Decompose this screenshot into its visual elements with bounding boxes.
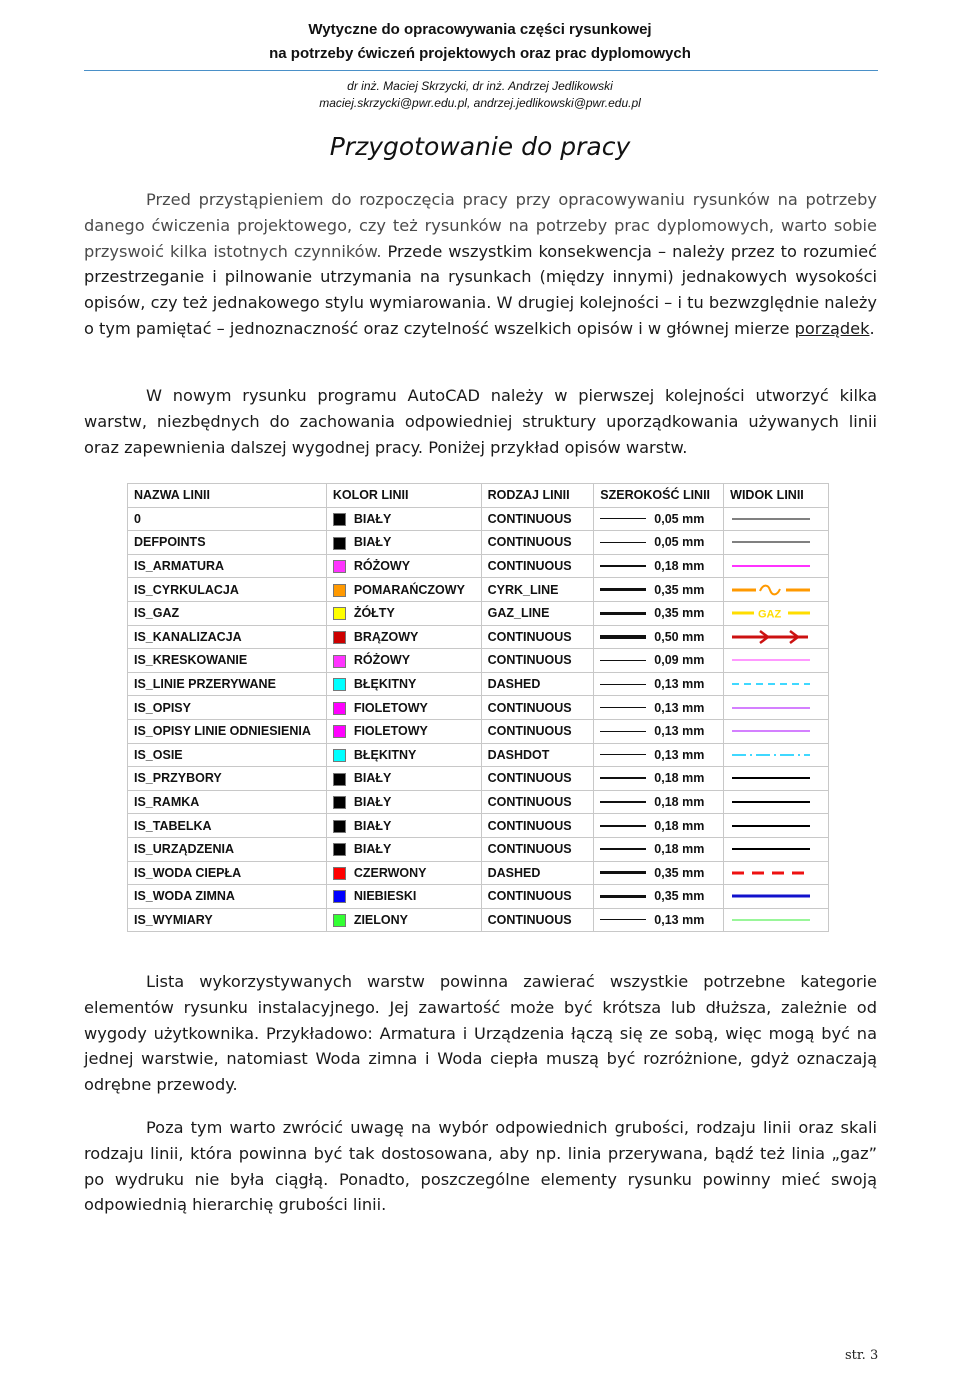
table-row: [128, 625, 829, 649]
width-value: 0,13 mm: [654, 747, 705, 762]
line-view: [724, 649, 829, 673]
line-type: CONTINUOUS: [481, 885, 594, 909]
color-label: BIAŁY: [353, 818, 392, 833]
table-row: [128, 531, 829, 555]
line-width: [594, 531, 724, 555]
table-header-row: [128, 484, 829, 508]
line-view: [724, 861, 829, 885]
line-width: [594, 885, 724, 909]
line-view: [724, 625, 829, 649]
color-swatch: [333, 796, 346, 809]
width-sample-line: [600, 660, 646, 661]
line-type: CYRK_LINE: [481, 578, 594, 602]
layer-color: [326, 672, 481, 696]
width-sample-line: [600, 919, 646, 920]
line-view: [724, 578, 829, 602]
line-view: [724, 908, 829, 932]
layer-name: IS_OPISY: [128, 696, 327, 720]
width-value: 0,05 mm: [654, 511, 705, 526]
line-view-sample: [730, 747, 812, 763]
line-width: [594, 696, 724, 720]
color-label: BIAŁY: [353, 771, 392, 786]
layer-color: [326, 790, 481, 814]
line-view: [724, 554, 829, 578]
line-width: [594, 861, 724, 885]
line-type: CONTINUOUS: [481, 531, 594, 555]
paragraph-1-underlined: porządek: [794, 318, 870, 338]
line-type: CONTINUOUS: [481, 790, 594, 814]
line-width: [594, 672, 724, 696]
layer-name: IS_ARMATURA: [128, 554, 327, 578]
line-view-sample: [730, 582, 812, 598]
page-header: [0, 18, 960, 112]
table-row: [128, 649, 829, 673]
width-sample-line: [600, 777, 646, 779]
line-view: [724, 814, 829, 838]
line-view: [724, 531, 829, 555]
layer-name: IS_CYRKULACJA: [128, 578, 327, 602]
layer-name: IS_WYMIARY: [128, 908, 327, 932]
layer-name: IS_GAZ: [128, 601, 327, 625]
line-view: [724, 696, 829, 720]
table-row: [128, 837, 829, 861]
color-swatch: [333, 678, 346, 691]
line-view-sample: [730, 818, 812, 834]
color-label: RÓŻOWY: [353, 653, 411, 668]
width-sample-line: [600, 825, 646, 827]
width-value: 0,05 mm: [654, 535, 705, 550]
line-view: [724, 885, 829, 909]
color-swatch: [333, 725, 346, 738]
line-width: [594, 625, 724, 649]
header-cell-type: RODZAJ LINII: [481, 484, 594, 508]
header-cell-color: KOLOR LINII: [326, 484, 481, 508]
width-sample-line: [600, 871, 646, 874]
width-value: 0,09 mm: [654, 653, 705, 668]
paragraph-1-intro: Przed przystąpieniem do rozpoczęcia pracy przy opracowywaniu rysunków na potrzeby danego ćwiczenia projektowego, czy też rysunków na potrzeby prac dyplomowych, warto sobie przyswoić kilka istotnych czynników.: [84, 190, 877, 261]
section-title: Przygotowanie do pracy: [329, 132, 631, 161]
line-width: [594, 743, 724, 767]
color-label: BRĄZOWY: [353, 629, 419, 644]
paragraph-3: Lista wykorzystywanych warstw powinna zawierać wszystkie potrzebne kategorie elementów rysunku instalacyjnego. Jej zawartość może być krótsza lub dłuższa, zależnie od wygody użytkownika. Przykładowo: Armatura i Urządzenia łączą się ze sobą, więc mogą być na jednej warstwie, natomiast Woda zimna i Woda ciepła muszą być rozróżnione, gdyż oznaczają odrębne przewody.: [84, 972, 877, 1095]
layer-color: [326, 837, 481, 861]
layer-color: [326, 625, 481, 649]
width-value: 0,35 mm: [654, 865, 705, 880]
line-view-sample: [730, 652, 812, 668]
table-row: [128, 861, 829, 885]
table-row: [128, 743, 829, 767]
line-type: CONTINUOUS: [481, 696, 594, 720]
width-sample-line: [600, 848, 646, 850]
line-view: [724, 601, 829, 625]
color-swatch: [333, 537, 346, 550]
line-type: DASHED: [481, 672, 594, 696]
paragraph-1: [84, 187, 877, 342]
color-swatch: [333, 749, 346, 762]
table-row: [128, 672, 829, 696]
layer-name: IS_URZĄDZENIA: [128, 837, 327, 861]
layer-name: IS_WODA CIEPŁA: [128, 861, 327, 885]
color-label: RÓŻOWY: [353, 558, 411, 573]
page-number: str. 3: [845, 1348, 879, 1363]
width-sample-line: [600, 518, 646, 519]
line-view-sample: [730, 534, 812, 550]
width-value: 0,18 mm: [654, 842, 705, 857]
layer-color: [326, 719, 481, 743]
layer-name: IS_LINIE PRZERYWANE: [128, 672, 327, 696]
line-type: CONTINUOUS: [481, 625, 594, 649]
color-swatch: [333, 773, 346, 786]
color-label: POMARAŃCZOWY: [353, 582, 465, 597]
header-emails: maciej.skrzycki@pwr.edu.pl, andrzej.jedlikowski@pwr.edu.pl: [319, 96, 641, 110]
line-view: [724, 719, 829, 743]
layer-color: [326, 554, 481, 578]
table-row: [128, 790, 829, 814]
layer-name: 0: [128, 507, 327, 531]
line-view-sample: [730, 770, 812, 786]
line-type: DASHED: [481, 861, 594, 885]
width-sample-line: [600, 635, 646, 639]
layer-name: IS_OPISY LINIE ODNIESIENIA: [128, 719, 327, 743]
line-type: DASHDOT: [481, 743, 594, 767]
line-type: GAZ_LINE: [481, 601, 594, 625]
gaz-label: GAZ: [758, 608, 782, 621]
table-row: [128, 601, 829, 625]
width-sample-line: [600, 542, 646, 543]
line-width: [594, 554, 724, 578]
color-swatch: [333, 607, 346, 620]
table-row: [128, 908, 829, 932]
table-row: [128, 507, 829, 531]
line-width: [594, 790, 724, 814]
line-view-sample: [730, 794, 812, 810]
layer-color: [326, 743, 481, 767]
table-row: [128, 696, 829, 720]
width-sample-line: [600, 684, 646, 685]
width-value: 0,18 mm: [654, 771, 705, 786]
layer-color: [326, 601, 481, 625]
layer-color: [326, 885, 481, 909]
color-label: FIOLETOWY: [353, 700, 428, 715]
color-swatch: [333, 560, 346, 573]
line-type: CONTINUOUS: [481, 767, 594, 791]
line-type: CONTINUOUS: [481, 507, 594, 531]
layer-color: [326, 531, 481, 555]
header-divider: [84, 70, 878, 71]
width-sample-line: [600, 707, 646, 708]
color-swatch: [333, 820, 346, 833]
line-view: [724, 507, 829, 531]
line-type: CONTINUOUS: [481, 814, 594, 838]
header-cell-width: SZEROKOŚĆ LINII: [594, 484, 724, 508]
layer-name: IS_OSIE: [128, 743, 327, 767]
header-title-line2: na potrzeby ćwiczeń projektowych oraz prac dyplomowych: [269, 45, 691, 62]
line-view-sample: [730, 605, 812, 621]
line-view-sample: [730, 629, 812, 645]
layers-table: [127, 483, 829, 932]
layer-name: IS_KANALIZACJA: [128, 625, 327, 649]
table-row: [128, 719, 829, 743]
paragraph-4: Poza tym warto zwrócić uwagę na wybór odpowiednich grubości, rodzaju linii oraz skali rodzaju linii, która powinna być tak dostosowana, aby np. linia przerywana, bądź też linia „gaz” po wydruku nie była ciągłą. Ponadto, poszczególne elementy rysunku powinny mieć swoją odpowiednią hierarchię grubości linii.: [84, 1118, 877, 1215]
width-sample-line: [600, 612, 646, 615]
layer-name: DEFPOINTS: [128, 531, 327, 555]
color-swatch: [333, 513, 346, 526]
header-authors: dr inż. Maciej Skrzycki, dr inż. Andrzej Jedlikowski: [347, 79, 613, 93]
line-type: CONTINUOUS: [481, 649, 594, 673]
color-label: ZIELONY: [353, 912, 408, 927]
layer-name: IS_KRESKOWANIE: [128, 649, 327, 673]
width-sample-line: [600, 565, 646, 567]
color-label: BIAŁY: [353, 794, 392, 809]
line-view-sample: [730, 511, 812, 527]
layer-color: [326, 507, 481, 531]
layer-color: [326, 861, 481, 885]
color-swatch: [333, 655, 346, 668]
width-value: 0,13 mm: [654, 912, 705, 927]
line-width: [594, 649, 724, 673]
width-value: 0,18 mm: [654, 795, 705, 810]
color-label: BIAŁY: [353, 535, 392, 550]
header-cell-view: WIDOK LINII: [724, 484, 829, 508]
line-type: CONTINUOUS: [481, 837, 594, 861]
width-value: 0,18 mm: [654, 559, 705, 574]
line-width: [594, 814, 724, 838]
table-row: [128, 554, 829, 578]
paragraph-1-end: .: [869, 318, 875, 338]
color-swatch: [333, 631, 346, 644]
layer-color: [326, 578, 481, 602]
width-value: 0,13 mm: [654, 724, 705, 739]
width-value: 0,18 mm: [654, 818, 705, 833]
header-cell-name: NAZWA LINII: [128, 484, 327, 508]
width-value: 0,13 mm: [654, 677, 705, 692]
layer-name: IS_TABELKA: [128, 814, 327, 838]
color-label: ŻÓŁTY: [353, 606, 395, 621]
table-row: [128, 885, 829, 909]
color-swatch: [333, 702, 346, 715]
color-label: NIEBIESKI: [353, 889, 417, 904]
line-width: [594, 578, 724, 602]
color-label: BŁĘKITNY: [353, 747, 417, 762]
line-type: CONTINUOUS: [481, 554, 594, 578]
width-value: 0,50 mm: [654, 629, 705, 644]
line-width: [594, 837, 724, 861]
line-width: [594, 719, 724, 743]
color-swatch: [333, 843, 346, 856]
color-label: BŁĘKITNY: [353, 676, 417, 691]
color-swatch: [333, 867, 346, 880]
line-type: CONTINUOUS: [481, 908, 594, 932]
line-view: [724, 743, 829, 767]
width-value: 0,35 mm: [654, 889, 705, 904]
table-row: [128, 578, 829, 602]
layer-name: IS_PRZYBORY: [128, 767, 327, 791]
color-label: BIAŁY: [353, 511, 392, 526]
line-view-sample: [730, 558, 812, 574]
layer-color: [326, 814, 481, 838]
paragraph-2: W nowym rysunku programu AutoCAD należy w pierwszej kolejności utworzyć kilka warstw, niezbędnych do zachowania odpowiedniej struktury uporządkowania używanych linii oraz zapewnienia dalszej wygodnej pracy. Poniżej przykład opisów warstw.: [84, 386, 877, 457]
line-view: [724, 767, 829, 791]
layer-color: [326, 908, 481, 932]
width-sample-line: [600, 754, 646, 755]
line-width: [594, 601, 724, 625]
paragraph-1-body: Przede wszystkim konsekwencja – należy przez to rozumieć przestrzeganie i pilnowanie utrzymania na rysunkach (między innymi) jednakowych wysokości opisów, czy też jednakowego stylu wymiarowania. W drugiej kolejności – i tu bezwzględnie należy o tym pamiętać – jednoznaczność oraz czytelność wszelkich opisów i w głównej mierze: [84, 241, 877, 338]
color-swatch: [333, 914, 346, 927]
layer-name: IS_RAMKA: [128, 790, 327, 814]
line-width: [594, 507, 724, 531]
color-label: FIOLETOWY: [353, 724, 428, 739]
layer-color: [326, 649, 481, 673]
line-type: CONTINUOUS: [481, 719, 594, 743]
width-value: 0,13 mm: [654, 700, 705, 715]
line-view-sample: [730, 700, 812, 716]
line-view-sample: [730, 841, 812, 857]
layer-color: [326, 696, 481, 720]
width-value: 0,35 mm: [654, 582, 705, 597]
line-width: [594, 767, 724, 791]
color-swatch: [333, 890, 346, 903]
line-view-sample: [730, 912, 812, 928]
table-row: [128, 814, 829, 838]
layer-name: IS_WODA ZIMNA: [128, 885, 327, 909]
line-view-sample: [730, 723, 812, 739]
color-label: BIAŁY: [353, 842, 392, 857]
width-sample-line: [600, 588, 646, 591]
table-row: [128, 767, 829, 791]
width-sample-line: [600, 895, 646, 898]
line-width: [594, 908, 724, 932]
header-title-line1: Wytyczne do opracowywania części rysunkowej: [308, 21, 652, 38]
line-view-sample: [730, 676, 812, 692]
line-view-sample: [730, 865, 812, 881]
width-sample-line: [600, 731, 646, 732]
layer-color: [326, 767, 481, 791]
line-view: [724, 790, 829, 814]
color-label: CZERWONY: [353, 865, 427, 880]
line-view: [724, 837, 829, 861]
color-swatch: [333, 584, 346, 597]
width-sample-line: [600, 801, 646, 803]
line-view-sample: [730, 888, 812, 904]
line-view: [724, 672, 829, 696]
width-value: 0,35 mm: [654, 606, 705, 621]
